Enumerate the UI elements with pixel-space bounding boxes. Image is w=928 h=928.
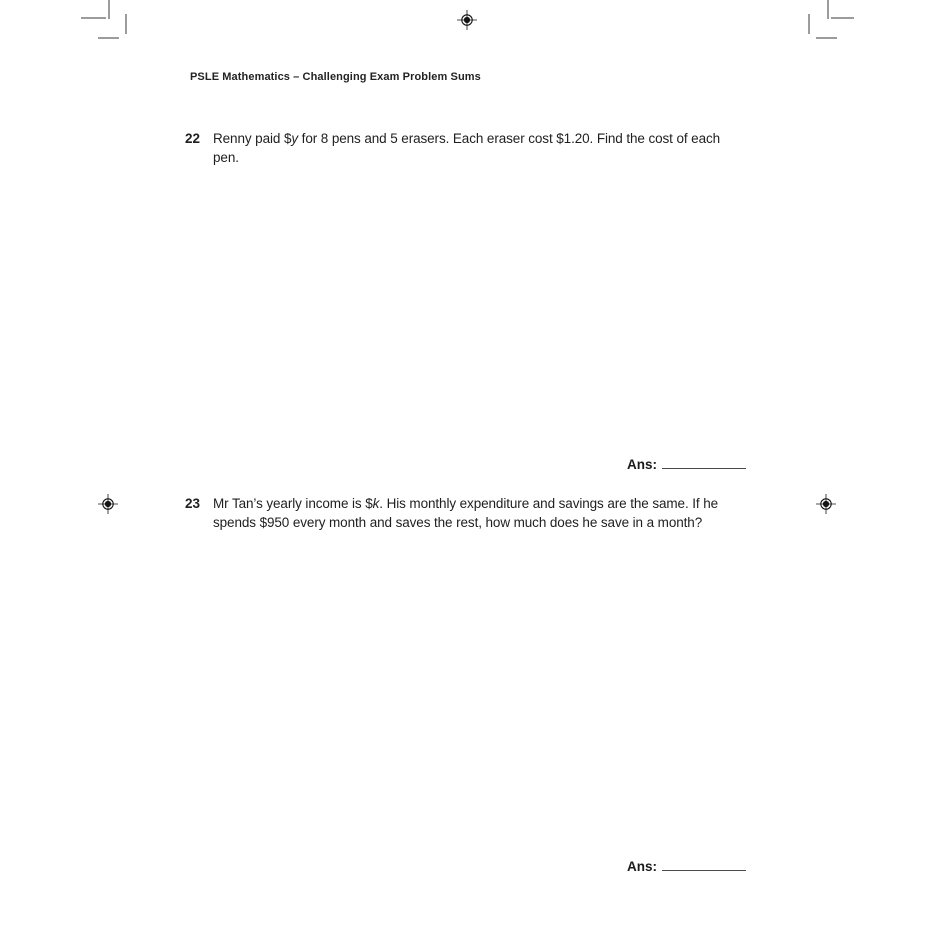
question-text-post: . His monthly expenditure and savings are the same. If he spends $950 every month and saves the rest, how much does he save in a month?	[213, 496, 719, 530]
question-text-pre: Renny paid $	[213, 131, 292, 146]
registration-target-icon	[457, 10, 477, 30]
question-23	[185, 494, 749, 532]
crop-mark-top-left-h1	[81, 17, 106, 19]
answer-row-22	[627, 455, 746, 474]
answer-row-23	[627, 857, 746, 876]
crop-mark-top-left-v1	[108, 0, 110, 19]
answer-blank-line	[662, 857, 746, 871]
crop-mark-top-left-h2	[98, 37, 119, 39]
question-number: 22	[185, 131, 201, 146]
question-text-pre: Mr Tan’s yearly income is $	[213, 496, 373, 511]
question-variable: y	[291, 131, 299, 146]
question-text	[213, 129, 749, 167]
registration-target-icon	[98, 494, 118, 514]
crop-mark-top-right-h2	[816, 37, 837, 39]
question-number: 23	[185, 496, 201, 511]
registration-target-icon	[816, 494, 836, 514]
answer-label: Ans:	[627, 859, 657, 874]
question-variable: k	[372, 496, 380, 511]
question-22	[185, 129, 749, 167]
crop-mark-top-right-v1	[827, 0, 829, 19]
crop-mark-top-left-v2	[125, 14, 127, 34]
page-header-title: PSLE Mathematics – Challenging Exam Problem Sums	[190, 71, 481, 83]
question-text	[213, 494, 749, 532]
crop-mark-top-right-h1	[831, 17, 854, 19]
answer-label: Ans:	[627, 457, 657, 472]
crop-mark-top-right-v2	[808, 14, 810, 34]
answer-blank-line	[662, 455, 746, 469]
question-text-post: for 8 pens and 5 erasers. Each eraser cost $1.20. Find the cost of each pen.	[213, 131, 721, 165]
